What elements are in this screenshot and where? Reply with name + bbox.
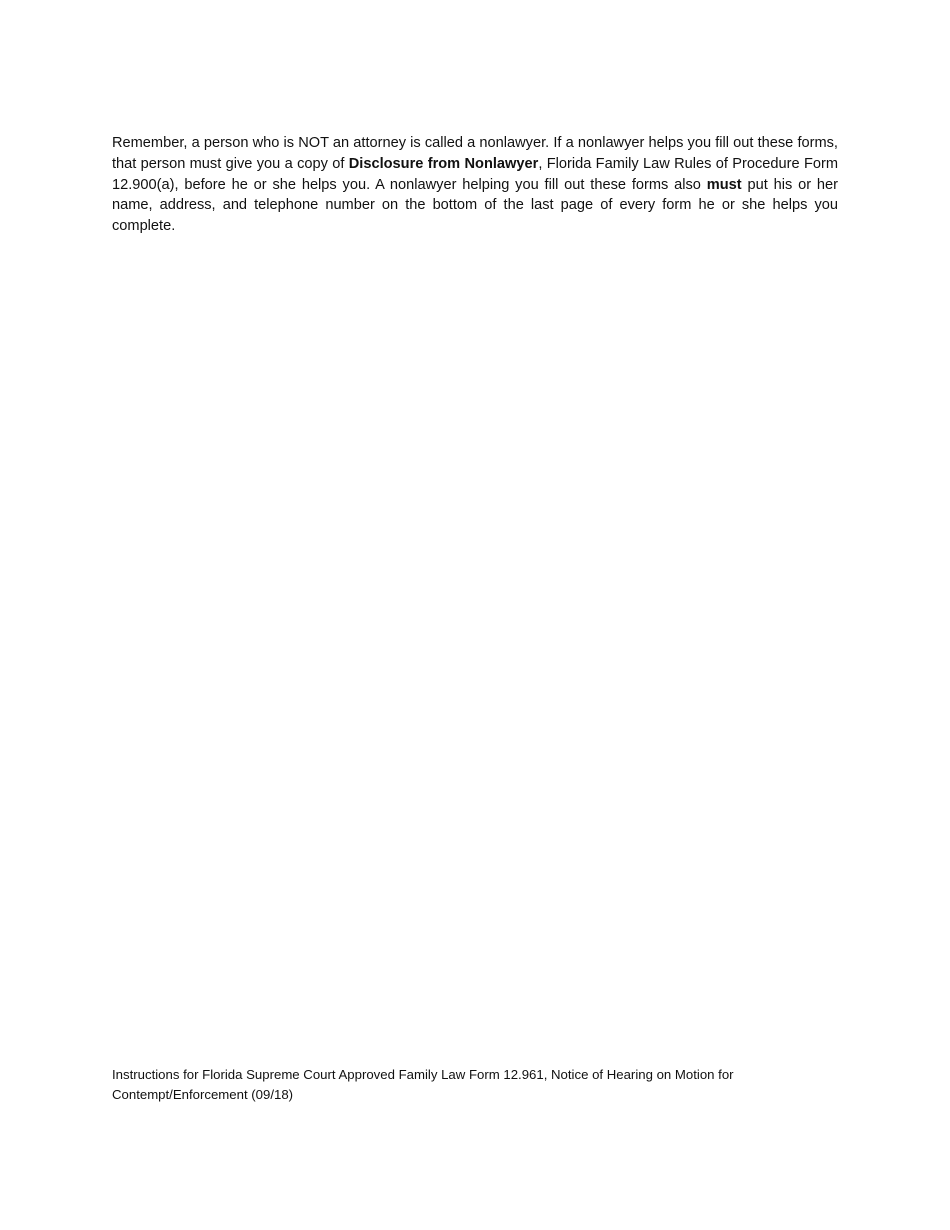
disclosure-form-title: Disclosure from Nonlawyer: [348, 155, 539, 172]
paragraph-text-3: put his or her name, address, and telephone number on the bottom of the last page of every form he or she helps you complete.: [112, 176, 838, 235]
paragraph-text-1: Remember, a person who is NOT an attorney is called a nonlawyer. If a nonlawyer helps you fill out these forms, that person must give you a copy of: [112, 135, 838, 172]
paragraph-text-2: , Florida Family Law Rules of Procedure Form 12.900(a), before he or she helps you. A nonlawyer helping you fill out these forms also: [112, 155, 838, 193]
must-emphasis: must: [706, 176, 742, 193]
footer-line-1: Instructions for Florida Supreme Court Approved Family Law Form 12.961, Notice of Hearing on Motion for: [112, 1067, 734, 1082]
footer-line-2: Contempt/Enforcement (09/18): [112, 1087, 294, 1102]
page-footer: [112, 1065, 812, 1105]
nonlawyer-notice-paragraph: [112, 133, 838, 237]
